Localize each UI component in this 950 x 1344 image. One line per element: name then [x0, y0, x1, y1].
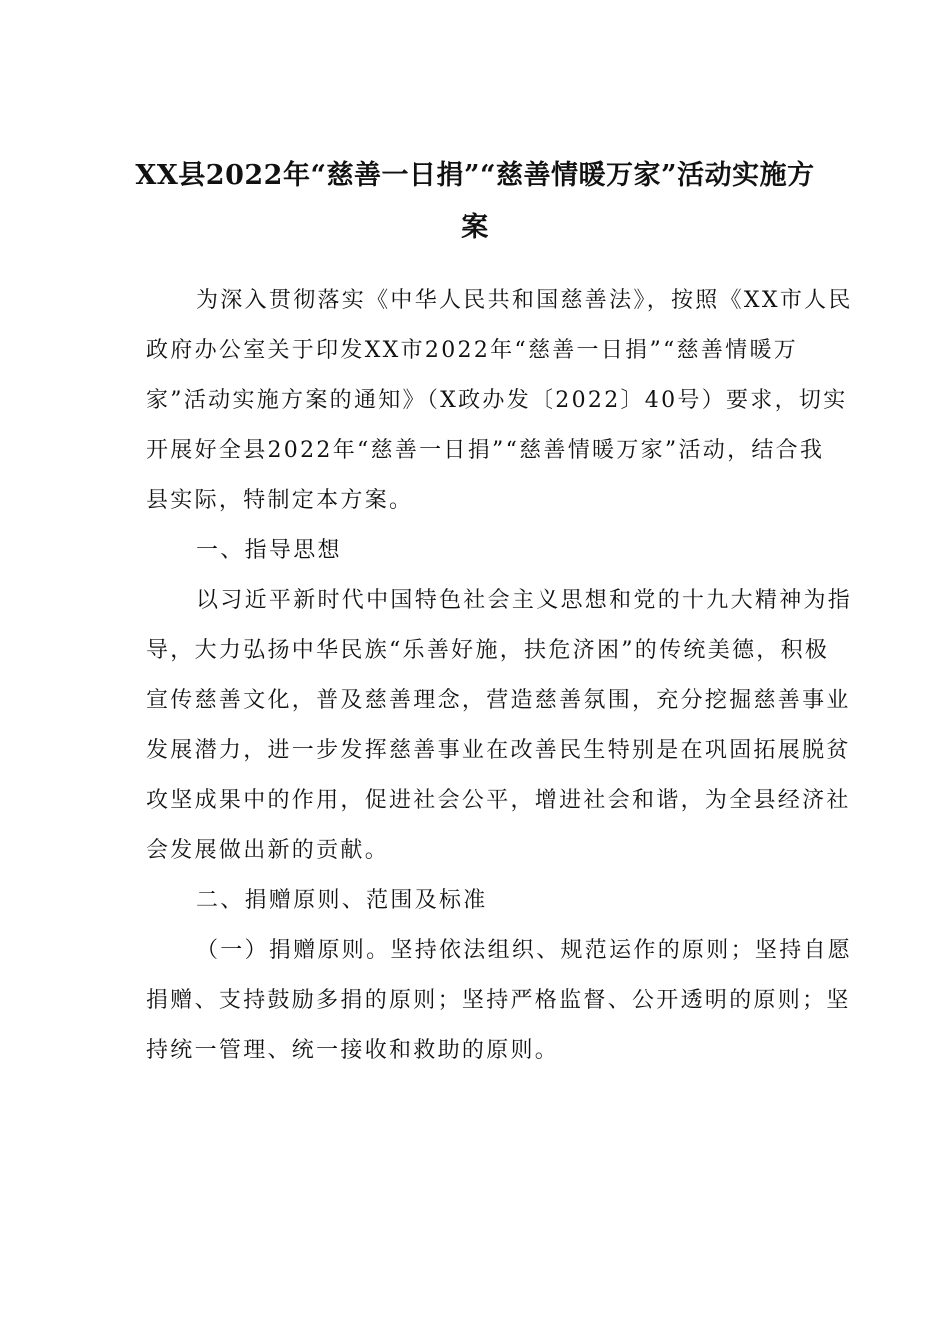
- paragraph-guiding-line-1: 以习近平新时代中国特色社会主义思想和党的十九大精神为指: [196, 588, 853, 613]
- section-heading-1: 一、指导思想: [196, 538, 342, 563]
- paragraph-guiding-line-4: 发展潜力，进一步发挥慈善事业在改善民生特别是在巩固拓展脱贫: [146, 738, 851, 763]
- document-title-line-2: 案: [461, 212, 489, 243]
- section-heading-2: 二、捐赠原则、范围及标准: [196, 888, 488, 913]
- paragraph-intro-line-1: 为深入贯彻落实《中华人民共和国慈善法》，按照《XX市人民: [196, 288, 853, 313]
- document-title-line-1: XX县2022年“慈善一日捐”“慈善情暖万家”活动实施方: [135, 160, 815, 191]
- paragraph-intro-line-2: 政府办公室关于印发XX市2022年“慈善一日捐”“慈善情暖万: [146, 338, 799, 363]
- paragraph-intro-line-4: 开展好全县2022年“慈善一日捐”“慈善情暖万家”活动，结合我: [146, 438, 825, 463]
- paragraph-guiding-line-3: 宣传慈善文化，普及慈善理念，营造慈善氛围，充分挖掘慈善事业: [146, 688, 851, 713]
- paragraph-guiding-line-6: 会发展做出新的贡献。: [146, 838, 390, 863]
- paragraph-intro-line-5: 县实际，特制定本方案。: [146, 488, 414, 513]
- paragraph-principles-line-1: （一）捐赠原则。坚持依法组织、规范运作的原则；坚持自愿: [196, 938, 853, 963]
- paragraph-principles-line-3: 持统一管理、统一接收和救助的原则。: [146, 1038, 560, 1063]
- paragraph-principles-line-2: 捐赠、支持鼓励多捐的原则；坚持严格监督、公开透明的原则；坚: [146, 988, 851, 1013]
- paragraph-intro-line-3: 家”活动实施方案的通知》（X政办发〔2022〕40号）要求，切实: [146, 388, 848, 413]
- paragraph-guiding-line-2: 导，大力弘扬中华民族“乐善好施，扶危济困”的传统美德，积极: [146, 638, 830, 663]
- paragraph-guiding-line-5: 攻坚成果中的作用，促进社会公平，增进社会和谐，为全县经济社: [146, 788, 851, 813]
